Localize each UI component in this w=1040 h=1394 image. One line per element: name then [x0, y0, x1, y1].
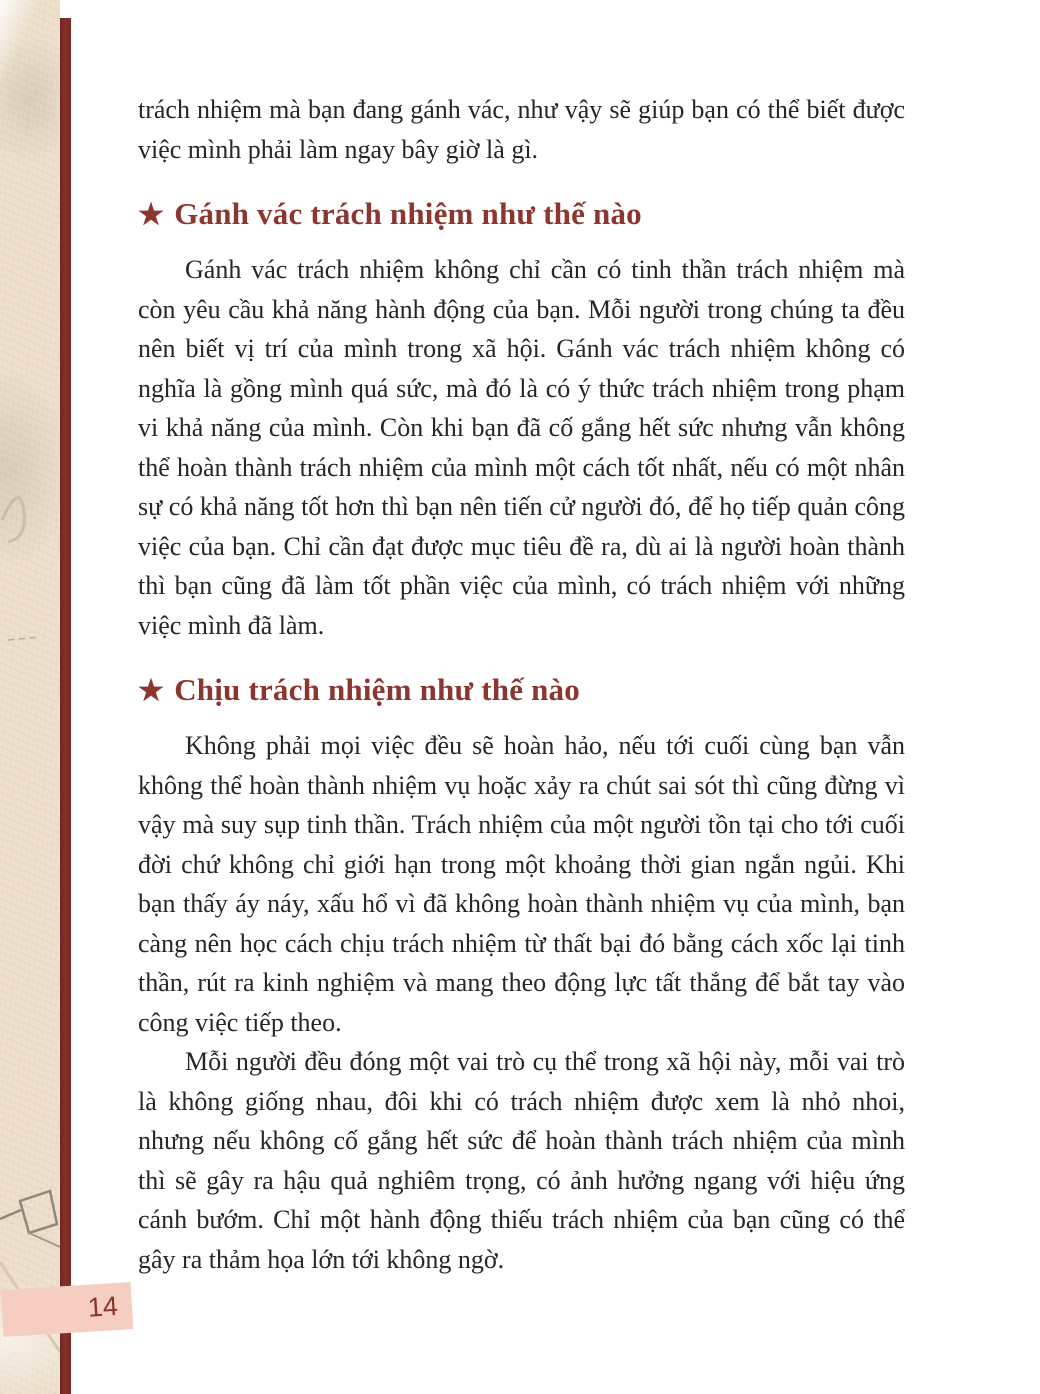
star-bullet-icon: ★ [138, 199, 165, 231]
section-paragraph: Mỗi người đều đóng một vai trò cụ thể trong xã hội này, mỗi vai trò là không giống nhau, đôi khi có trách nhiệm được xem là nhỏ nhoi, nhưng nếu không cố gắng hết sức để hoàn thành trách nhiệm của mình thì sẽ gây ra hậu quả nghiêm trọng, có ảnh hưởng ngang với hiệu ứng cánh bướm. Chỉ một hành động thiếu trách nhiệm của bạn cũng có thể gây ra thảm họa lớn tới không ngờ. [138, 1047, 905, 1274]
page-number: 14 [86, 1290, 119, 1323]
section-heading-chiu-trach-nhiem [138, 667, 905, 714]
section-heading-text: Chịu trách nhiệm như thế nào [174, 672, 580, 707]
star-bullet-icon: ★ [138, 675, 165, 707]
section-paragraph: Không phải mọi việc đều sẽ hoàn hảo, nếu tới cuối cùng bạn vẫn không thể hoàn thành nhiệm vụ hoặc xảy ra chút sai sót thì cũng đừng vì vậy mà suy sụp tinh thần. Trách nhiệm của một người tồn tại cho tới cuối đời chứ không chỉ giới hạn trong một khoảng thời gian ngắn ngủi. Khi bạn thấy áy náy, xấu hổ vì đã không hoàn thành nhiệm vụ của mình, bạn càng nên học cách chịu trách nhiệm từ thất bại đó bằng cách xốc lại tinh thần, rút ra kinh nghiệm và mang theo động lực tất thắng để bắt tay vào công việc tiếp theo. [138, 731, 905, 1037]
section-heading-text: Gánh vác trách nhiệm như thế nào [174, 196, 642, 231]
section-paragraph: Gánh vác trách nhiệm không chỉ cần có tinh thần trách nhiệm mà còn yêu cầu khả năng hành động của bạn. Mỗi người trong chúng ta đều nên biết vị trí của mình trong xã hội. Gánh vác trách nhiệm không có nghĩa là gồng mình quá sức, mà đó là có ý thức trách nhiệm trong phạm vi khả năng của mình. Còn khi bạn đã cố gắng hết sức nhưng vẫn không thể hoàn thành trách nhiệm của mình một cách tốt nhất, nếu có một nhân sự có khả năng tốt hơn thì bạn nên tiến cử người đó, để họ tiếp quản công việc của bạn. Chỉ cần đạt được mục tiêu đề ra, dù ai là người hoàn thành thì bạn cũng đã làm tốt phần việc của mình, có trách nhiệm với những việc mình đã làm. [138, 255, 905, 640]
page-number-tab [1, 1282, 134, 1337]
opening-paragraph: trách nhiệm mà bạn đang gánh vác, như vậy sẽ giúp bạn có thể biết được việc mình phải làm ngay bây giờ là gì. [138, 95, 905, 164]
spine-accent-bar [60, 18, 71, 1394]
page-text-column [138, 0, 905, 1279]
scanned-paper-edge [0, 0, 60, 1394]
pencil-doodle-icon [0, 0, 60, 1394]
section-heading-ganh-vac [138, 191, 905, 238]
